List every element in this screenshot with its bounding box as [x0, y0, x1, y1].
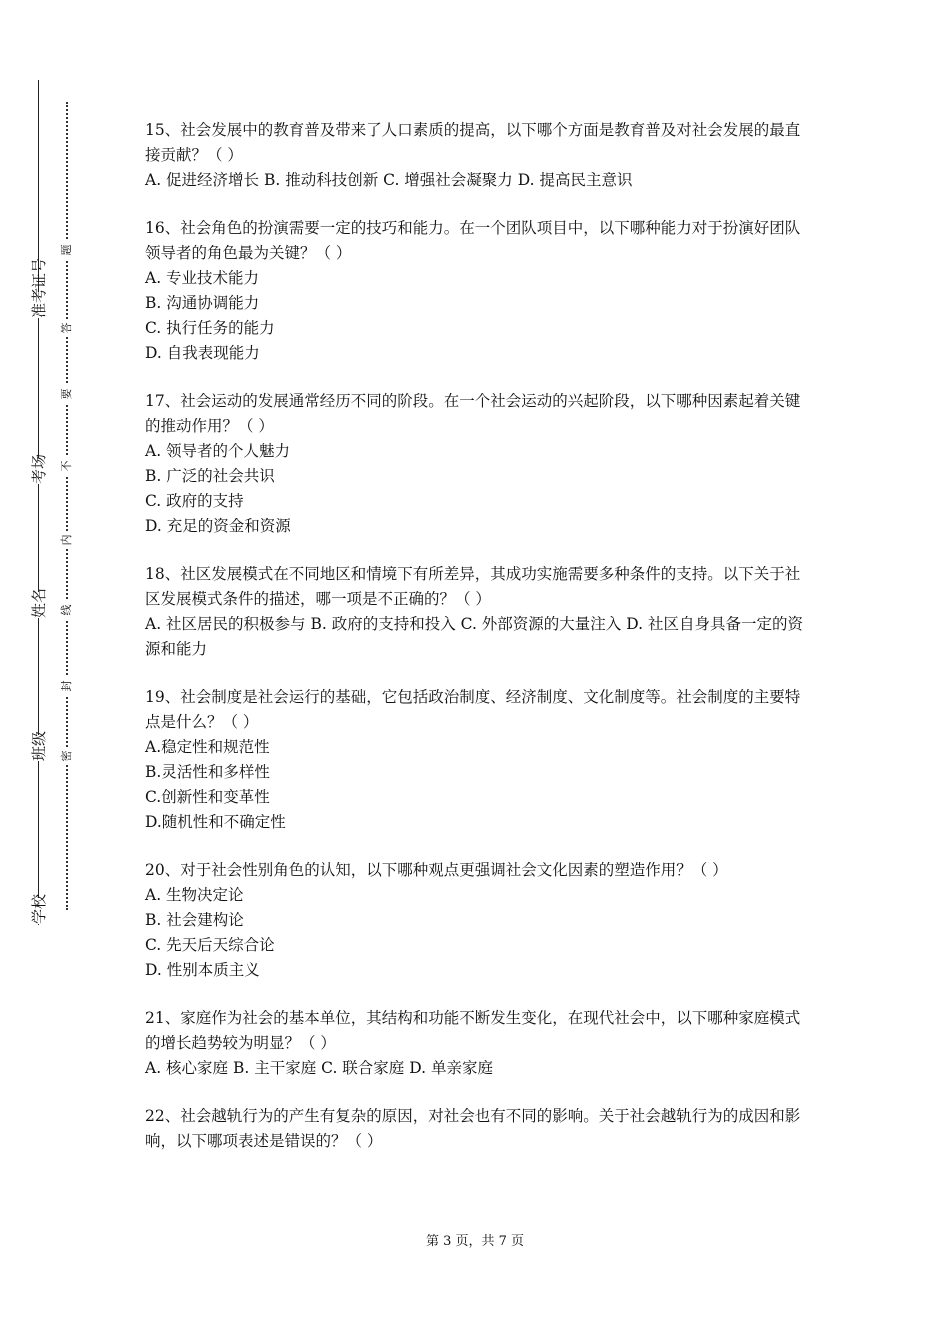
option-d: D.随机性和不确定性: [145, 813, 286, 831]
option-d: D. 性别本质主义: [145, 961, 260, 979]
option-b: B. 广泛的社会共识: [145, 467, 275, 485]
question-21: [145, 1006, 815, 1081]
question-options: A. 促进经济增长 B. 推动科技创新 C. 增强社会凝聚力 D. 提高民主意识: [145, 171, 633, 189]
question-text: 17、社会运动的发展通常经历不同的阶段。在一个社会运动的兴起阶段，以下哪种因素起着关键的推动作用？（ ）: [145, 392, 801, 435]
seal-char: 内: [59, 531, 75, 549]
question-22: [145, 1104, 815, 1154]
question-15: [145, 118, 815, 193]
seal-char: 密: [59, 747, 75, 765]
option-a: A. 领导者的个人魅力: [145, 442, 291, 460]
option-d: D. 自我表现能力: [145, 344, 260, 362]
option-c: C. 执行任务的能力: [145, 319, 275, 337]
question-text: 20、对于社会性别角色的认知，以下哪种观点更强调社会文化因素的塑造作用？（ ）: [145, 861, 728, 879]
question-options: A. 社区居民的积极参与 B. 政府的支持和投入 C. 外部资源的大量注入 D. 社区自身具备一定的资源和能力: [145, 615, 803, 658]
option-b: B.灵活性和多样性: [145, 763, 270, 781]
question-options: A. 核心家庭 B. 主干家庭 C. 联合家庭 D. 单亲家庭: [145, 1059, 493, 1077]
question-20: [145, 858, 815, 983]
question-18: [145, 562, 815, 662]
option-c: C. 先天后天综合论: [145, 936, 275, 954]
binding-dotted-line: [66, 102, 68, 910]
option-c: C. 政府的支持: [145, 492, 244, 510]
question-text: 16、社会角色的扮演需要一定的技巧和能力。在一个团队项目中，以下哪种能力对于扮演好团队领导者的角色最为关键？（ ）: [145, 219, 801, 262]
option-d: D. 充足的资金和资源: [145, 517, 291, 535]
seal-char: 要: [59, 385, 75, 403]
question-19: [145, 685, 815, 835]
option-a: A. 专业技术能力: [145, 269, 260, 287]
question-text: 19、社会制度是社会运行的基础，它包括政治制度、经济制度、文化制度等。社会制度的主要特点是什么？（ ）: [145, 688, 801, 731]
seal-char: 封: [59, 677, 75, 695]
field-school: 学校: [26, 898, 52, 924]
question-text: 15、社会发展中的教育普及带来了人口素质的提高，以下哪个方面是教育普及对社会发展的最直接贡献？（ ）: [145, 121, 801, 164]
field-name: 姓名: [26, 592, 52, 618]
binding-margin: [18, 80, 78, 940]
option-b: B. 社会建构论: [145, 911, 244, 929]
seal-char: 不: [59, 457, 75, 475]
binding-solid-line: [38, 80, 39, 925]
page-number-footer: 第 3 页，共 7 页: [425, 1234, 525, 1249]
option-a: A. 生物决定论: [145, 886, 244, 904]
option-b: B. 沟通协调能力: [145, 294, 260, 312]
seal-char: 题: [59, 241, 75, 259]
seal-char: 线: [59, 601, 75, 619]
question-text: 22、社会越轨行为的产生有复杂的原因，对社会也有不同的影响。关于社会越轨行为的成因和影响，以下哪项表述是错误的？（ ）: [145, 1107, 801, 1150]
field-class: 班级: [26, 735, 52, 761]
field-exam-number: 准考证号: [26, 292, 52, 318]
question-text: 21、家庭作为社会的基本单位，其结构和功能不断发生变化，在现代社会中，以下哪种家庭模式的增长趋势较为明显？（ ）: [145, 1009, 801, 1052]
option-c: C.创新性和变革性: [145, 788, 270, 806]
question-17: [145, 389, 815, 539]
seal-char: 答: [59, 319, 75, 337]
field-exam-room: 考场: [26, 458, 52, 484]
question-text: 18、社区发展模式在不同地区和情境下有所差异，其成功实施需要多种条件的支持。以下关于社区发展模式条件的描述，哪一项是不正确的？（ ）: [145, 565, 801, 608]
question-16: [145, 216, 815, 366]
option-a: A.稳定性和规范性: [145, 738, 270, 756]
question-list: [145, 118, 815, 1177]
